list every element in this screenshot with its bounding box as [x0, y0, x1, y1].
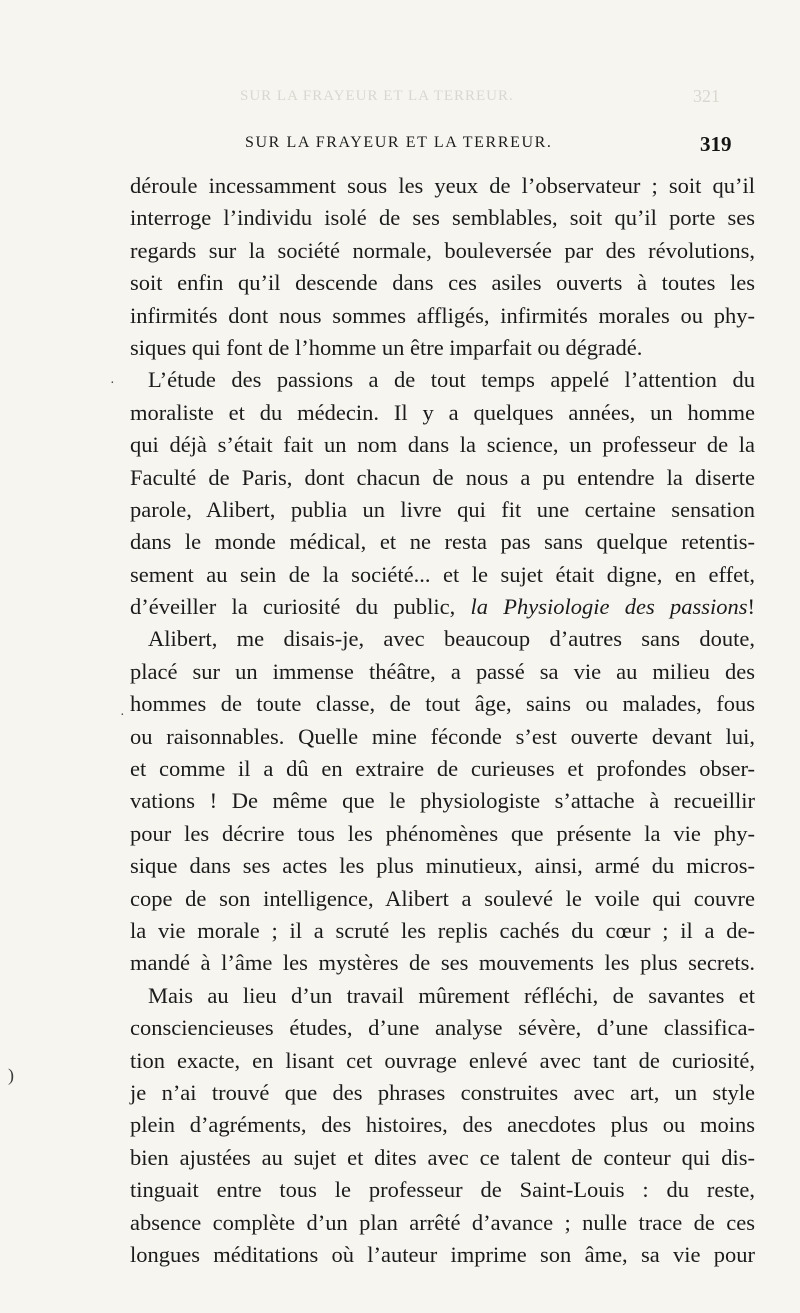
- text-line: moraliste et du médecin. Il y a quelques années, un homme: [130, 399, 755, 425]
- text-line: plein d’agréments, des histoires, des anecdotes plus ou moins: [130, 1112, 755, 1138]
- text-segment: !: [747, 594, 755, 620]
- body-text: [130, 170, 755, 1271]
- text-line: infirmités dont nous sommes affligés, infirmités morales ou phy-: [130, 302, 755, 328]
- text-line: parole, Alibert, publia un livre qui fit une certaine sensation: [130, 496, 755, 522]
- text-line: longues méditations où l’auteur imprime son âme, sa vie pour: [130, 1241, 755, 1267]
- text-line: placé sur un immense théâtre, a passé sa vie au milieu des: [130, 658, 755, 684]
- page-number: 319: [700, 132, 732, 156]
- text-line: interroge l’individu isolé de ses semblables, soit qu’il porte ses: [130, 205, 755, 231]
- book-title: la Physiologie des passions: [470, 594, 748, 620]
- paragraph-first-line: Mais au lieu d’un travail mûrement réfléchi, de savantes et: [148, 982, 755, 1008]
- bleed-through-page-number: 321: [693, 86, 720, 106]
- paragraph-first-line: Alibert, me disais-je, avec beaucoup d’autres sans doute,: [148, 626, 755, 652]
- margin-mark: ·: [120, 708, 125, 723]
- text-line: qui déjà s’était fait un nom dans la science, un professeur de la: [130, 432, 755, 458]
- bleed-through-header: SUR LA FRAYEUR ET LA TERREUR.: [240, 88, 514, 104]
- text-line: vations ! De même que le physiologiste s’attache à recueillir: [130, 788, 755, 814]
- text-segment: d’éveiller la curiosité du public,: [130, 594, 471, 620]
- text-line: hommes de toute classe, de tout âge, sains ou malades, fous: [130, 691, 755, 717]
- text-line: soit enfin qu’il descende dans ces asiles ouverts à toutes les: [130, 270, 755, 296]
- text-line: tinguait entre tous le professeur de Saint-Louis : du reste,: [130, 1177, 755, 1203]
- text-line: sement au sein de la société... et le sujet était digne, en effet,: [130, 561, 755, 587]
- text-line: cope de son intelligence, Alibert a soulevé le voile qui couvre: [130, 885, 755, 911]
- text-line: bien ajustées au sujet et dites avec ce talent de conteur qui dis-: [130, 1144, 755, 1170]
- text-line: la vie morale ; il a scruté les replis cachés du cœur ; il a de-: [130, 917, 755, 943]
- text-line: sique dans ses actes les plus minutieux, ainsi, armé du micros-: [130, 853, 755, 879]
- running-title: SUR LA FRAYEUR ET LA TERREUR.: [245, 134, 553, 151]
- text-line-with-title: [130, 591, 755, 623]
- text-line: consciencieuses études, d’une analyse sévère, d’une classifica-: [130, 1015, 755, 1041]
- text-line: pour les décrire tous les phénomènes que présente la vie phy-: [130, 820, 755, 846]
- text-line: ou raisonnables. Quelle mine féconde s’est ouverte devant lui,: [130, 723, 755, 749]
- text-line: absence complète d’un plan arrêté d’avance ; nulle trace de ces: [130, 1209, 755, 1235]
- text-line: tion exacte, en lisant cet ouvrage enlevé avec tant de curiosité,: [130, 1047, 755, 1073]
- text-line: siques qui font de l’homme un être imparfait ou dégradé.: [130, 334, 643, 360]
- text-line: et comme il a dû en extraire de curieuses et profondes obser-: [130, 756, 755, 782]
- text-line: regards sur la société normale, bouleversée par des révolutions,: [130, 237, 755, 263]
- text-line: dans le monde médical, et ne resta pas sans quelque retentis-: [130, 529, 755, 555]
- running-head: [0, 132, 800, 158]
- paragraph-first-line: L’étude des passions a de tout temps appelé l’attention du: [148, 367, 755, 393]
- text-line: déroule incessamment sous les yeux de l’observateur ; soit qu’il: [130, 173, 755, 198]
- text-line: mandé à l’âme les mystères de ses mouvements les plus secrets.: [130, 950, 755, 976]
- text-line: je n’ai trouvé que des phrases construites avec art, un style: [130, 1079, 755, 1105]
- margin-mark: ): [8, 1065, 14, 1085]
- text-line: Faculté de Paris, dont chacun de nous a pu entendre la diserte: [130, 464, 755, 490]
- margin-mark: ·: [110, 376, 115, 391]
